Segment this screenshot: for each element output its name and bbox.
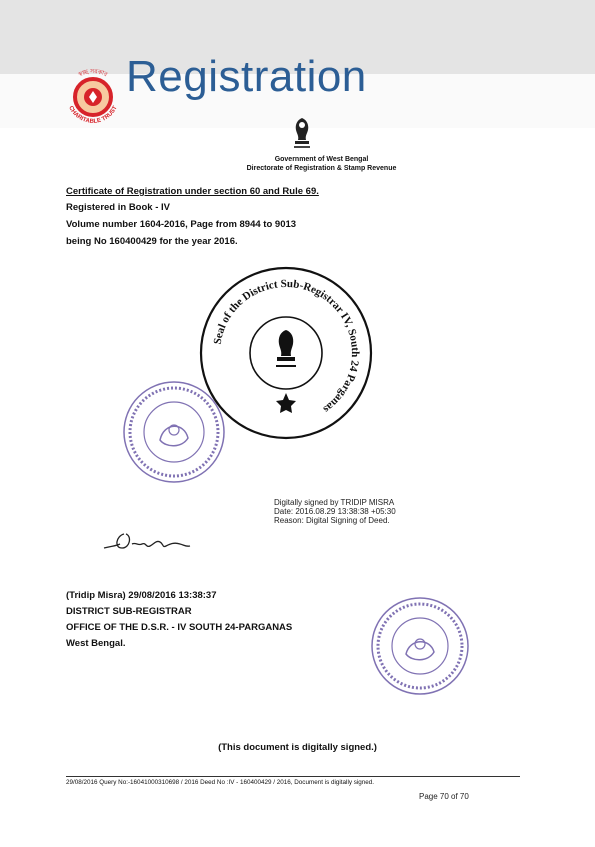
officer-name-date: (Tridip Misra) 29/08/2016 13:38:37 (66, 590, 217, 601)
office-round-stamp (120, 378, 228, 486)
page-number: Page 70 of 70 (419, 792, 469, 801)
office-round-stamp-2 (368, 594, 472, 698)
registration-logo (58, 62, 128, 132)
footer-divider (66, 776, 520, 777)
certificate-book: Registered in Book - IV (66, 202, 170, 213)
logo-text-bottom: CHARITABLE TRUST (67, 105, 119, 125)
seal-text: Seal of the District Sub-Registrar IV, South 24 Parganas (211, 277, 362, 416)
officer-office: OFFICE OF THE D.S.R. - IV SOUTH 24-PARGANAS (66, 622, 293, 633)
digitally-signed-notice: (This document is digitally signed.) (218, 742, 377, 753)
footer-query-text: 29/08/2016 Query No:-16041000310698 / 2016 Deed No :IV - 160400429 / 2016, Document is digitally signed. (66, 779, 375, 786)
certificate-volume: Volume number 1604-2016, Page from 8944 to 9013 (66, 219, 297, 230)
certificate-number: being No 160400429 for the year 2016. (66, 236, 238, 247)
gov-line-1: Government of West Bengal (274, 156, 369, 163)
digital-signature-reason: Reason: Digital Signing of Deed. (274, 516, 390, 525)
gov-line-2: Directorate of Registration & Stamp Revenue (246, 165, 397, 172)
brand-title: Registration (126, 52, 367, 101)
officer-title: DISTRICT SUB-REGISTRAR (66, 606, 192, 617)
digital-signature-date: Date: 2016.08.29 13:38:38 +05:30 (274, 507, 396, 516)
digital-signature-name: Digitally signed by TRIDIP MISRA (274, 498, 395, 507)
logo-text-top: স্বচ্ছ সরকার (78, 69, 108, 79)
handwritten-signature (102, 526, 192, 556)
national-emblem-icon (290, 116, 314, 152)
officer-state: West Bengal. (66, 638, 126, 649)
certificate-title: Certificate of Registration under section 60 and Rule 69. (66, 186, 319, 197)
